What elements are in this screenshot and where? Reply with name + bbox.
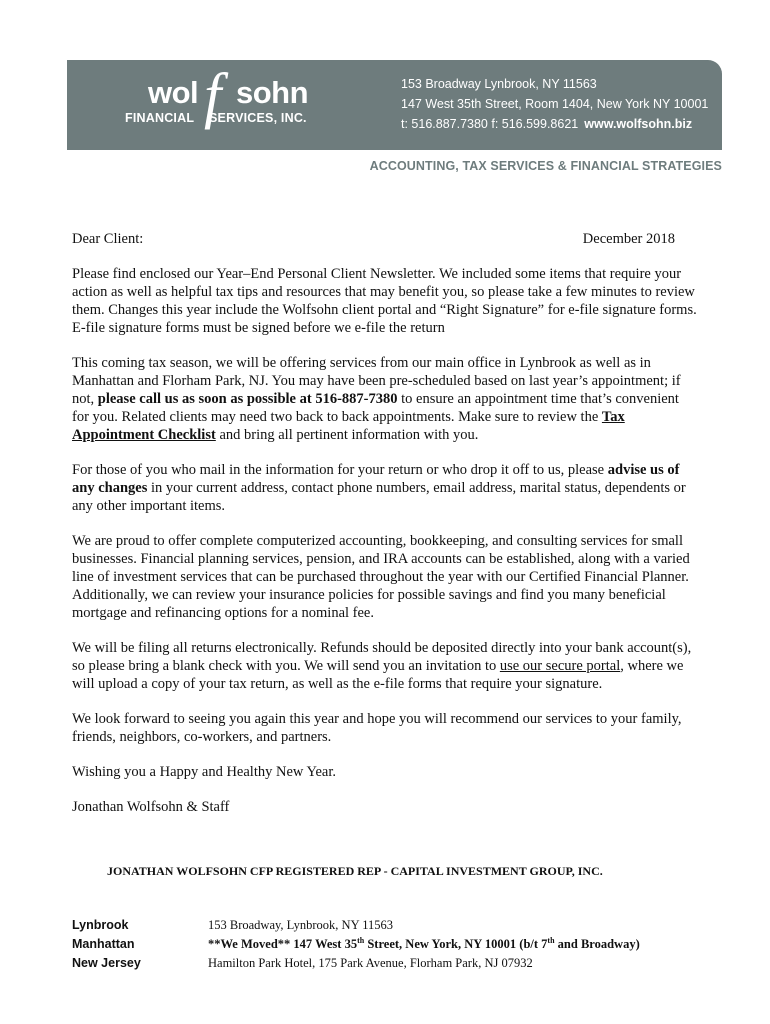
text-run: and bring all pertinent information with you.	[215, 427, 479, 443]
location-name: Manhattan	[72, 937, 135, 951]
text-run: Street, New York, NY 10001 (b/t 7	[364, 937, 548, 951]
letterhead-contact	[401, 74, 708, 134]
salutation-row	[72, 230, 675, 248]
location-name: New Jersey	[72, 956, 141, 970]
text-run: in your current address, contact phone numbers, email address, marital status, dependents or any other important items.	[72, 480, 686, 514]
paragraph-newsletter: Please find enclosed our Year–End Personal Client Newsletter. We included some items that require your action as well as helpful tax tips and resources that may benefit you, so please take a few minutes to review them. Changes this year include the Wolfsohn client portal and “Right Signature” for e-file signature forms. E-file signature forms must be signed before we e-file the return	[72, 266, 697, 336]
signature: Jonathan Wolfsohn & Staff	[72, 799, 230, 815]
text-run: to ensure an appointment time that’s convenient for you. Related clients may need two back to back appointments. Make sure to review the	[72, 391, 679, 425]
letterhead-tagline: ACCOUNTING, TAX SERVICES & FINANCIAL STRATEGIES	[369, 159, 722, 173]
secure-portal-link[interactable]: use our secure portal	[499, 658, 621, 674]
letter-body	[72, 230, 697, 833]
logo-sub-part1: FINANCIAL	[125, 111, 195, 125]
company-logo	[120, 62, 320, 137]
letterhead-banner	[67, 60, 722, 150]
superscript: th	[357, 935, 365, 945]
text-run: We will be filing all returns electronically. Refunds should be deposited directly into your bank account(s), so please bring a blank check with you. We will send you an invitation to	[72, 640, 692, 674]
address-line-1: 153 Broadway Lynbrook, NY 11563	[401, 77, 597, 91]
logo-f-glyph: f	[204, 62, 222, 130]
text-run: For those of you who mail in the information for your return or who drop it off to us, please	[72, 462, 608, 478]
paragraph-wishes: Wishing you a Happy and Healthy New Year.	[72, 764, 336, 780]
paragraph-services: We are proud to offer complete computerized accounting, bookkeeping, and consulting services for small businesses. Financial planning services, pension, and IRA accounts can be established, along with a varied line of investment services that can be purchased throughout the year with our Certified Financial Planner. Additionally, we can review your insurance policies for possible savings and find you many beneficial mortgage and refinancing options for a nominal fee.	[72, 533, 690, 621]
logo-sub-part2: SERVICES, INC.	[209, 111, 307, 125]
location-name: Lynbrook	[72, 918, 129, 932]
text-run: and Broadway)	[554, 937, 640, 951]
paragraph-changes	[72, 461, 697, 515]
address-line-2: 147 West 35th Street, Room 1404, New York NY 10001	[401, 97, 709, 111]
letter-date: December 2018	[582, 231, 675, 247]
location-address: Hamilton Park Hotel, 175 Park Avenue, Florham Park, NJ 07932	[208, 956, 533, 970]
website-link[interactable]: www.wolfsohn.biz	[584, 117, 693, 131]
superscript: th	[547, 935, 555, 945]
location-row	[72, 954, 640, 973]
we-moved-notice: **We Moved**	[208, 937, 291, 951]
logo-word-part1: wol	[148, 75, 199, 110]
text-run: 147 West 35	[290, 937, 358, 951]
advise-changes-emphasis: advise us of any changes	[72, 462, 680, 496]
text-run: This coming tax season, we will be offering services from our main office in Lynbrook as well as in Manhattan and Florham Park, NJ. You may have been pre-scheduled based on last year’s appointment; if not,	[72, 355, 681, 407]
location-address	[208, 935, 640, 954]
text-run: , where we will upload a copy of your tax return, as well as the e-file forms that require your signature.	[72, 658, 684, 692]
phone-fax-line	[401, 114, 708, 134]
paragraph-electronic-filing	[72, 639, 697, 693]
office-locations	[72, 916, 640, 973]
tax-appointment-checklist-link[interactable]: Tax Appointment Checklist	[72, 409, 625, 443]
paragraph-recommend: We look forward to seeing you again this year and hope you will recommend our services to your family, friends, neighbors, co-workers, and partners.	[72, 711, 682, 745]
logo-word-part2: sohn	[236, 75, 309, 110]
location-address: 153 Broadway, Lynbrook, NY 11563	[208, 918, 394, 932]
paragraph-tax-season	[72, 354, 697, 444]
location-row	[72, 935, 640, 954]
salutation: Dear Client:	[72, 231, 144, 247]
location-row	[72, 916, 640, 935]
phone-fax: t: 516.887.7380 f: 516.599.8621	[401, 117, 579, 131]
footer-title: JONATHAN WOLFSOHN CFP REGISTERED REP - CAPITAL INVESTMENT GROUP, INC.	[107, 864, 603, 878]
call-us-emphasis: please call us as soon as possible at 516-887-7380	[97, 391, 398, 407]
